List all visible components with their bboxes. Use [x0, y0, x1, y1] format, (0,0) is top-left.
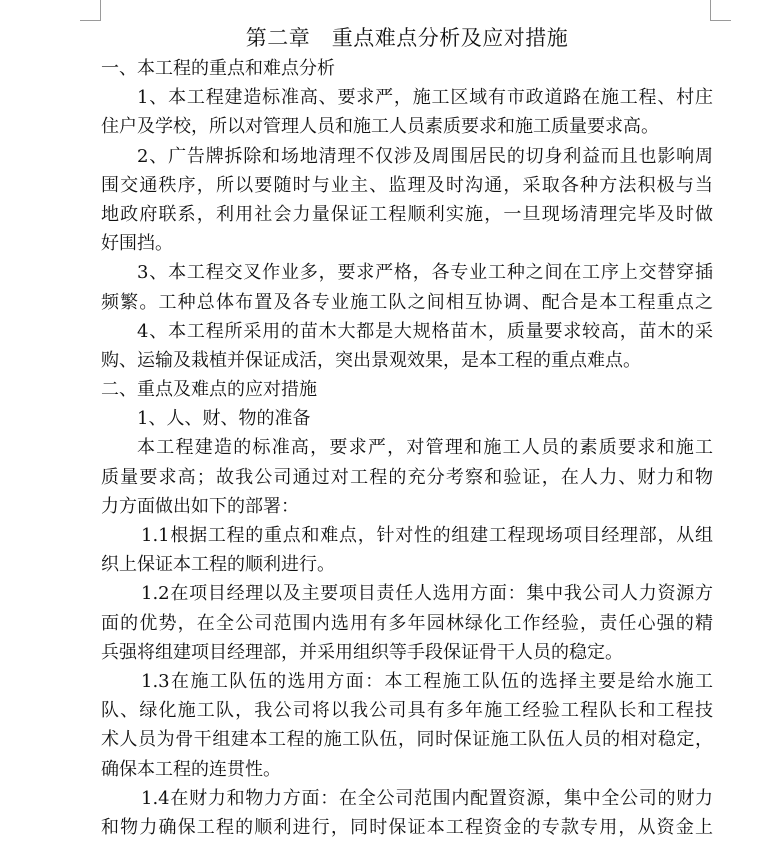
chapter-title: 第二章 重点难点分析及应对措施 — [245, 26, 569, 50]
paragraph-line: 1.2在项目经理以及主要项目责任人选用方面：集中我公司人力资源方 — [141, 583, 713, 605]
paragraph-line: 兵强将组建项目经理部，并采用组织等手段保证骨干人员的稳定。 — [101, 641, 623, 663]
paragraph-line: 围交通秩序，所以要随时与业主、监理及时沟通，采取各种方法积极与当 — [101, 174, 713, 196]
paragraph-line: 术人员为骨干组建本工程的施工队伍，同时保证施工队伍人员的相对稳定， — [101, 729, 713, 751]
paragraph-line: 织上保证本工程的顺利进行。 — [101, 554, 335, 576]
paragraph-line: 质量要求高；故我公司通过对工程的充分考察和验证，在人力、财力和物 — [101, 466, 713, 488]
paragraph-line: 地政府联系，利用社会力量保证工程顺利实施，一旦现场清理完毕及时做 — [101, 203, 713, 225]
crop-mark-top-left-horizontal — [80, 20, 101, 21]
crop-mark-top-right-vertical — [710, 0, 711, 20]
paragraph-line: 1.4在财力和物力方面：在全公司范围内配置资源，集中全公司的财力 — [141, 787, 713, 809]
paragraph-line: 1.1根据工程的重点和难点，针对性的组建工程现场项目经理部，从组 — [141, 525, 713, 546]
paragraph-line: 力方面做出如下的部署： — [101, 495, 299, 517]
paragraph-line: 频繁。工种总体布置及各专业施工队之间相互协调、配合是本工程重点之 — [101, 291, 713, 313]
paragraph-line: 面的优势，在全公司范围内选用有多年园林绿化工作经验，责任心强的精 — [101, 612, 713, 634]
paragraph-line: 队、绿化施工队，我公司将以我公司具有多年施工经验工程队长和工程技 — [101, 700, 713, 722]
document-body — [101, 22, 713, 842]
crop-mark-top-right-horizontal — [710, 20, 731, 21]
paragraph-line: 3、本工程交叉作业多，要求严格，各专业工种之间在工序上交替穿插 — [137, 262, 713, 284]
paragraph-line: 住户及学校，所以对管理人员和施工人员素质要求和施工质量要求高。 — [101, 116, 659, 138]
section-heading: 一、本工程的重点和难点分析 — [101, 58, 335, 79]
paragraph-line: 好围挡。 — [101, 233, 173, 255]
paragraph-line: 购、运输及栽植并保证成活，突出景观效果，是本工程的重点难点。 — [101, 349, 641, 371]
paragraph-line: 2、广告牌拆除和场地清理不仅涉及周围居民的切身利益而且也影响周 — [137, 145, 713, 167]
crop-mark-top-left-vertical — [100, 0, 101, 20]
paragraph-line: 1.3在施工队伍的选用方面：本工程施工队伍的选择主要是给水施工 — [141, 670, 713, 692]
paragraph-line: 1、本工程建造标准高、要求严，施工区域有市政道路在施工程、村庄 — [137, 87, 713, 109]
paragraph-line: 确保本工程的连贯性。 — [101, 758, 281, 780]
paragraph-line: 4、本工程所采用的苗木大都是大规格苗木，质量要求较高，苗木的采 — [137, 320, 713, 342]
paragraph-line: 和物力确保工程的顺利进行，同时保证本工程资金的专款专用，从资金上 — [101, 816, 713, 838]
subsection-heading: 1、人、财、物的准备 — [137, 408, 311, 430]
paragraph-line: 本工程建造的标准高，要求严，对管理和施工人员的素质要求和施工 — [137, 437, 713, 459]
section-heading: 二、重点及难点的应对措施 — [101, 379, 317, 401]
